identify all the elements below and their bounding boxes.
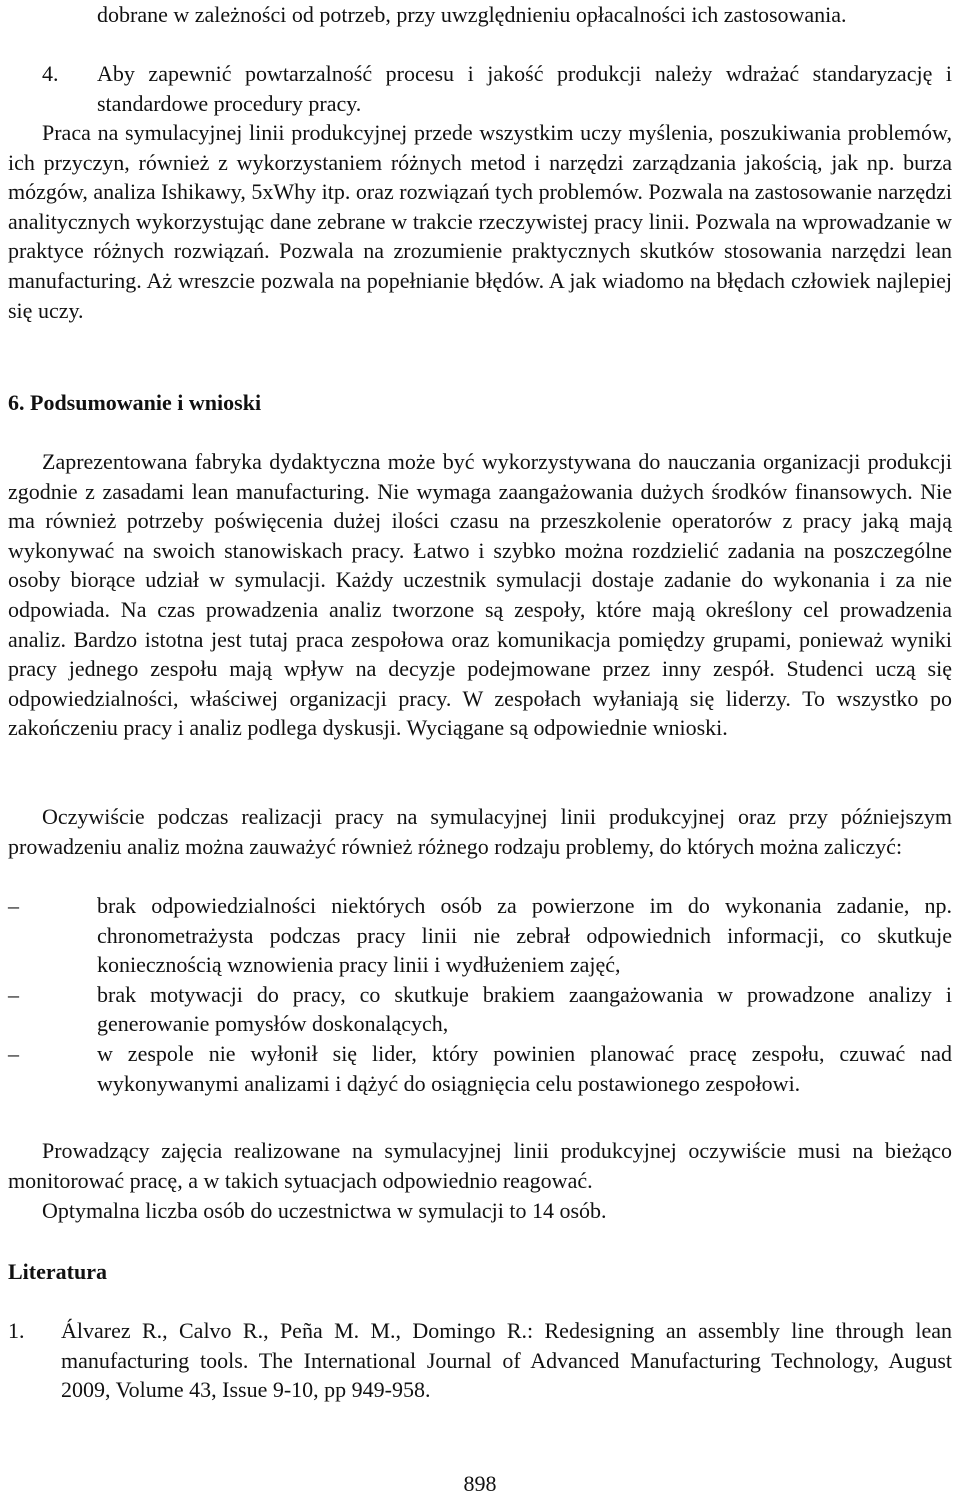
body-paragraph-simulation: Praca na symulacyjnej linii produkcyjnej przede wszystkim uczy myślenia, poszukiwania problemów, ich przyczyn, również z wykorzystaniem różnych metod i narzędzi zarządzania jakością, jak np. burza mózgów, analiza Ishikawy, 5xWhy itp. oraz rozwiązań tych problemów. Pozwala na zastosowanie narzędzi analitycznych wykorzystując dane zebrane w trakcie rzeczywistej pracy linii. Pozwala na wprowadzanie w praktyce różnych rozwiązań. Pozwala na zrozumienie praktycznych skutków stosowania narzędzi lean manufacturing. Aż wreszcie pozwala na popełnianie błędów. A jak wiadomo na błędach człowiek najlepiej się uczy. — [8, 120, 952, 323]
dash-bullet: – — [8, 893, 19, 918]
reference-list — [8, 1316, 952, 1405]
problem-list-item — [8, 891, 952, 980]
section-heading: 6. Podsumowanie i wnioski — [8, 390, 262, 415]
reference-text: Álvarez R., Calvo R., Peña M. M., Domingo R.: Redesigning an assembly line through lean manufacturing tools. The International Journal of Advanced Manufacturing Technology, August 2009, Volume 43, Issue 9-10, pp 949-958. — [61, 1318, 952, 1403]
problem-list-item — [8, 1039, 952, 1098]
body-paragraph-summary: Zaprezentowana fabryka dydaktyczna może być wykorzystywana do nauczania organizacji produkcji zgodnie z zasadami lean manufacturing. Nie wymaga zaangażowania dużych środków finansowych. Nie ma również potrzeby poświęcenia dużej ilości czasu na przeszkolenie operatorów z pracy jaką mają wykonywać na swoich stanowiskach pracy. Łatwo i szybko można rozdzielić zadania na poszczególne osoby biorące udział w symulacji. Każdy uczestnik symulacji dostaje zadanie do wykonania i za nie odpowiada. Na czas prowadzenia analiz tworzone są zespoły, które mają określony cel prowadzenia analiz. Bardzo istotna jest tutaj praca zespołowa oraz komunikacja pomiędzy grupami, ponieważ wyniki pracy jednego zespołu mają wpływ na decyzje podejmowane przez inny zespół. Studenci uczą się odpowiedzialności, właściwej organizacji pracy. W zespołach wyłaniają się liderzy. To wszystko po zakończeniu pracy i analiz podlega dyskusji. Wyciągane są odpowiednie wnioski. — [8, 449, 952, 741]
numbered-list-item-4 — [8, 59, 952, 118]
list-item-text: brak motywacji do pracy, co skutkuje brakiem zaangażowania w prowadzone analizy i generowanie pomysłów doskonalących, — [97, 981, 952, 1037]
body-paragraph-optimal: Optymalna liczba osób do uczestnictwa w symulacji to 14 osób. — [42, 1198, 607, 1223]
dash-bullet: – — [8, 1040, 19, 1066]
list-number: 4. — [42, 61, 59, 86]
problems-list — [8, 891, 952, 1098]
list-item-text: brak odpowiedzialności niektórych osób za powierzone im do wykonania zadanie, np. chronometrażysta podczas pracy linii nie zebrał odpowiednich informacji, co skutkuje koniecznością wznowienia pracy linii i wydłużeniem zajęć, — [97, 893, 952, 978]
list-item-text: Aby zapewnić powtarzalność procesu i jakość produkcji należy wdrażać standaryzację i standardowe procedury pracy. — [97, 61, 952, 116]
list-item-continuation: dobrane w zależności od potrzeb, przy uwzględnieniu opłacalności ich zastosowania. — [97, 2, 847, 27]
body-paragraph-instructor: Prowadzący zajęcia realizowane na symulacyjnej linii produkcyjnej oczywiście musi na bieżąco monitorować pracę, a w takich sytuacjach odpowiednio reagować. — [8, 1138, 952, 1193]
dash-bullet: – — [8, 981, 19, 1007]
page-number: 898 — [463, 1471, 497, 1496]
problem-list-item — [8, 980, 952, 1039]
reference-item — [8, 1316, 952, 1405]
list-item-text: w zespole nie wyłonił się lider, który powinien planować pracę zespołu, czuwać nad wykonywanymi analizami i dążyć do osiągnięcia celu postawionego zespołowi. — [97, 1040, 952, 1096]
body-paragraph-problems-intro: Oczywiście podczas realizacji pracy na symulacyjnej linii produkcyjnej oraz przy późniejszym prowadzeniu analiz można zauważyć również różnego rodzaju problemy, do których można zaliczyć: — [8, 804, 952, 859]
literature-heading: Literatura — [8, 1259, 107, 1284]
reference-number: 1. — [8, 1318, 25, 1343]
